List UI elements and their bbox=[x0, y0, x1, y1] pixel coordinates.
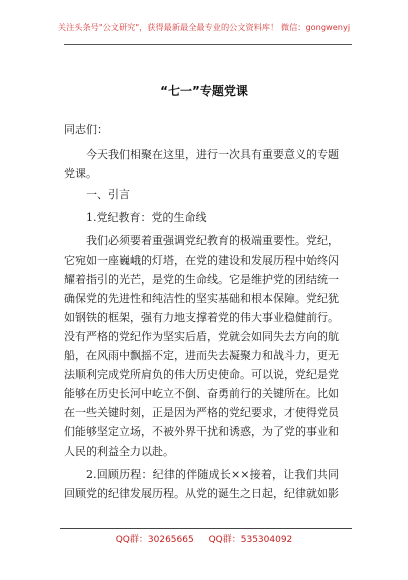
header-banner: 关注头条号"公文研究"，获得最新最全最专业的公文资料库！ 微信：gongwenyj bbox=[57, 22, 351, 32]
footer bbox=[0, 532, 408, 545]
document-title: “七一”专题党课 bbox=[160, 84, 248, 98]
footer-divider bbox=[60, 528, 352, 529]
subsection-heading: 1.党纪教育：党的生命线 bbox=[86, 211, 207, 225]
salutation: 同志们： bbox=[64, 123, 108, 136]
section-heading: 一、引言 bbox=[86, 188, 130, 202]
body-paragraph-2: 2.回顾历程：纪律的伴随成长××接着，让我们共同回顾党的纪律发展历程。从党的诞生之日起，纪律就如影 bbox=[64, 467, 339, 500]
body-paragraph: 我们必须要着重强调党纪教育的极端重要性。党纪，它宛如一座巍峨的灯塔，在党的建设和发展历程中始终闪耀着指引的光芒，是党的生命线。它是维护党的团结统一确保党的先进性和纯洁性的坚实基础和根本保障。党纪犹如钢铁的框架，强有力地支撑着党的伟大事业稳健前行。没有严格的党纪作为坚实后盾，党就会如同失去方向的航船，在风雨中飘摇不定，进而失去凝聚力和战斗力，更无法顺利完成党所肩负的伟大历史使命。可以说，党纪是党能够在历史长河中屹立不倒、奋勇前行的关键所在。比如在一些关键时刻，正是因为严格的党纪要求，才使得党员们能够坚定立场，不被外界干扰和诱惑，为了党的事业和人民的利益全力以赴。 bbox=[64, 234, 339, 458]
intro-paragraph: 今天我们相聚在这里，进行一次具有重要意义的专题党课。 bbox=[64, 148, 339, 181]
footer-qq-group-1: QQ群：30265665 bbox=[115, 535, 194, 545]
document-body bbox=[64, 120, 339, 503]
header-divider bbox=[64, 44, 352, 45]
footer-qq-group-2: QQ群：535304092 bbox=[208, 535, 293, 545]
